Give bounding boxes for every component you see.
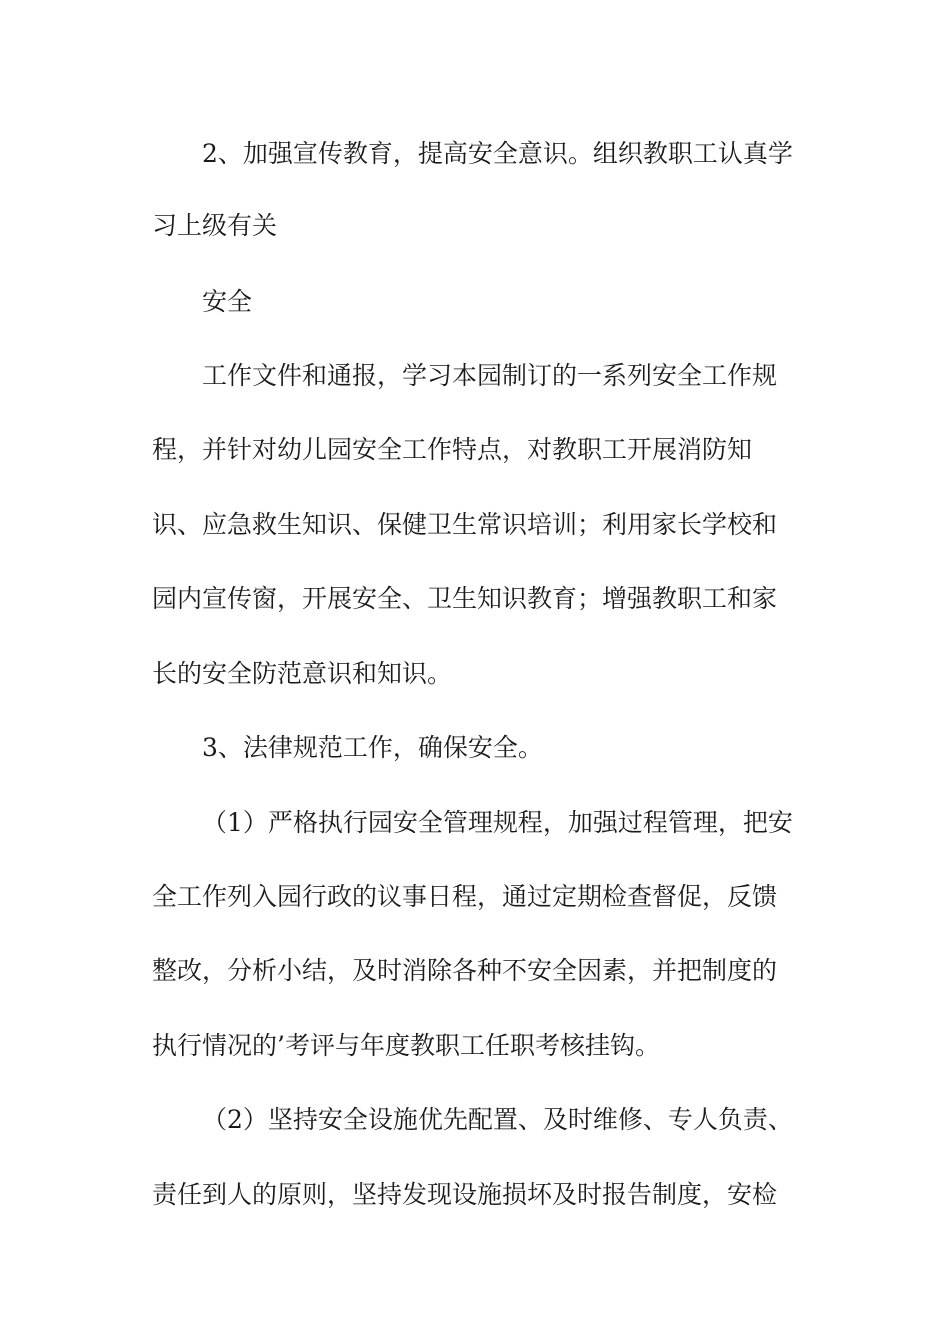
paragraph-line: （2）坚持安全设施优先配置、及时维修、专人负责、 [202,1105,793,1134]
paragraph-line: （1）严格执行园安全管理规程，加强过程管理，把安 [202,808,793,837]
paragraph-line: 执行情况的’考评与年度教职工任职考核挂钩。 [152,1031,660,1060]
paragraph-line: 习上级有关 [152,211,278,240]
paragraph-line: 园内宣传窗，开展安全、卫生知识教育；增强教职工和家 [152,584,778,613]
paragraph-line: 程，并针对幼儿园安全工作特点，对教职工开展消防知 [152,435,753,464]
paragraph-line: 全工作列入园行政的议事日程，通过定期检查督促，反馈 [152,882,778,911]
paragraph-line: 3、法律规范工作，确保安全。 [202,733,543,762]
paragraph-line: 整改，分析小结，及时消除各种不安全因素，并把制度的 [152,956,778,985]
paragraph-line: 长的安全防范意识和知识。 [152,659,453,688]
paragraph-line: 责任到人的原则，坚持发现设施损坏及时报告制度，安检 [152,1180,778,1209]
paragraph-line: 安全 [202,287,253,316]
paragraph-line: 工作文件和通报，学习本园制订的一系列安全工作规 [202,361,778,390]
paragraph-line: 识、应急救生知识、保健卫生常识培训；利用家长学校和 [152,510,778,539]
paragraph-line: 2、加强宣传教育，提高安全意识。组织教职工认真学 [202,139,793,168]
